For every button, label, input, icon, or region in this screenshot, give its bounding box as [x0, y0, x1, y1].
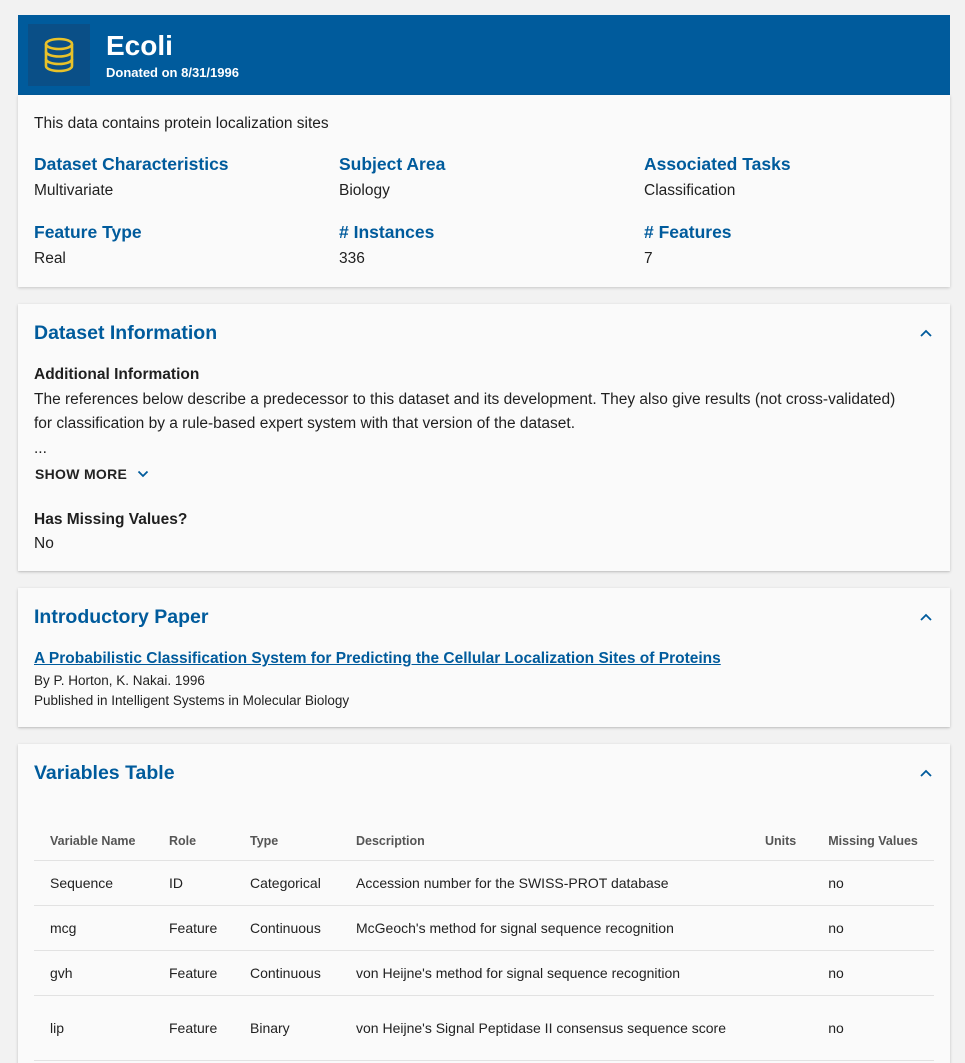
section-title: Dataset Information — [34, 322, 218, 344]
stat-feature-type — [34, 222, 314, 268]
variable-missing: no — [812, 950, 934, 995]
stat-associated-tasks — [644, 154, 924, 200]
stat-label: Dataset Characteristics — [34, 154, 229, 174]
variable-type: Categorical — [234, 860, 340, 905]
table-row — [34, 995, 934, 1060]
variable-units — [749, 860, 812, 905]
stat-label: Subject Area — [339, 154, 446, 174]
dataset-information-card — [18, 304, 950, 571]
stat-label: # Features — [644, 222, 732, 242]
variable-role: Feature — [153, 905, 234, 950]
table-row — [34, 950, 934, 995]
variable-name: lip — [34, 995, 153, 1060]
stat-value: 7 — [644, 250, 653, 267]
variable-role: Feature — [153, 995, 234, 1060]
stat-value: 336 — [339, 250, 365, 267]
column-header[interactable]: Description — [340, 822, 749, 860]
show-more-button[interactable] — [35, 466, 149, 482]
column-header[interactable]: Missing Values — [812, 822, 934, 860]
variable-name: gvh — [34, 950, 153, 995]
column-header[interactable]: Type — [234, 822, 340, 860]
column-header[interactable]: Role — [153, 822, 234, 860]
show-more-label: SHOW MORE — [35, 466, 128, 482]
stat-label: Feature Type — [34, 222, 142, 242]
additional-information-text: The references below describe a predecessor to this dataset and its development. They also give results (not cross-validated) for classification by a rule-based expert system with that version of the dataset. — [34, 391, 896, 432]
table-row — [34, 860, 934, 905]
table-row — [34, 905, 934, 950]
variables-table-card — [18, 744, 950, 1063]
column-header[interactable]: Variable Name — [34, 822, 153, 860]
summary-card — [18, 95, 950, 287]
table-header-row — [34, 822, 934, 860]
variable-type: Binary — [234, 995, 340, 1060]
chevron-down-icon — [137, 470, 149, 478]
variable-description: McGeoch's method for signal sequence recognition — [340, 905, 749, 950]
variable-name: Sequence — [34, 860, 153, 905]
paper-link[interactable]: A Probabilistic Classification System for Predicting the Cellular Localization Sites of Proteins — [34, 650, 721, 667]
paper-publication: Published in Intelligent Systems in Molecular Biology — [34, 693, 350, 708]
stat-instances — [339, 222, 619, 268]
stat-label: Associated Tasks — [644, 154, 791, 174]
variable-description: von Heijne's method for signal sequence recognition — [340, 950, 749, 995]
variable-name: mcg — [34, 905, 153, 950]
variable-units — [749, 995, 812, 1060]
donation-date: Donated on 8/31/1996 — [106, 64, 239, 80]
stat-label: # Instances — [339, 222, 435, 242]
section-title: Introductory Paper — [34, 606, 209, 628]
dataset-header — [18, 15, 950, 95]
additional-information-label: Additional Information — [34, 366, 200, 383]
introductory-paper-card — [18, 588, 950, 727]
chevron-up-icon[interactable] — [920, 769, 932, 777]
stat-subject-area — [339, 154, 619, 200]
variables-table — [34, 822, 934, 1061]
stat-value: Classification — [644, 182, 736, 199]
variable-role: ID — [153, 860, 234, 905]
paper-authors: By P. Horton, K. Nakai. 1996 — [34, 673, 205, 688]
variable-type: Continuous — [234, 905, 340, 950]
variable-units — [749, 950, 812, 995]
variable-type: Continuous — [234, 950, 340, 995]
variable-missing: no — [812, 905, 934, 950]
chevron-up-icon[interactable] — [920, 613, 932, 621]
stat-features — [644, 222, 924, 268]
variable-missing: no — [812, 860, 934, 905]
stat-dataset-characteristics — [34, 154, 314, 200]
variable-description: von Heijne's Signal Peptidase II consensus sequence score — [340, 995, 749, 1060]
variable-units — [749, 905, 812, 950]
stat-value: Real — [34, 250, 66, 267]
missing-values-value: No — [34, 535, 54, 552]
column-header[interactable]: Units — [749, 822, 812, 860]
stat-value: Multivariate — [34, 182, 114, 199]
variable-missing: no — [812, 995, 934, 1060]
variable-description: Accession number for the SWISS-PROT database — [340, 860, 749, 905]
dataset-description: This data contains protein localization sites — [34, 115, 329, 132]
missing-values-label: Has Missing Values? — [34, 511, 188, 528]
database-icon — [28, 24, 90, 86]
ellipsis: ... — [34, 440, 47, 457]
chevron-up-icon[interactable] — [920, 329, 932, 337]
section-title: Variables Table — [34, 762, 175, 784]
stat-value: Biology — [339, 182, 390, 199]
page-title: Ecoli — [106, 29, 173, 61]
variable-role: Feature — [153, 950, 234, 995]
